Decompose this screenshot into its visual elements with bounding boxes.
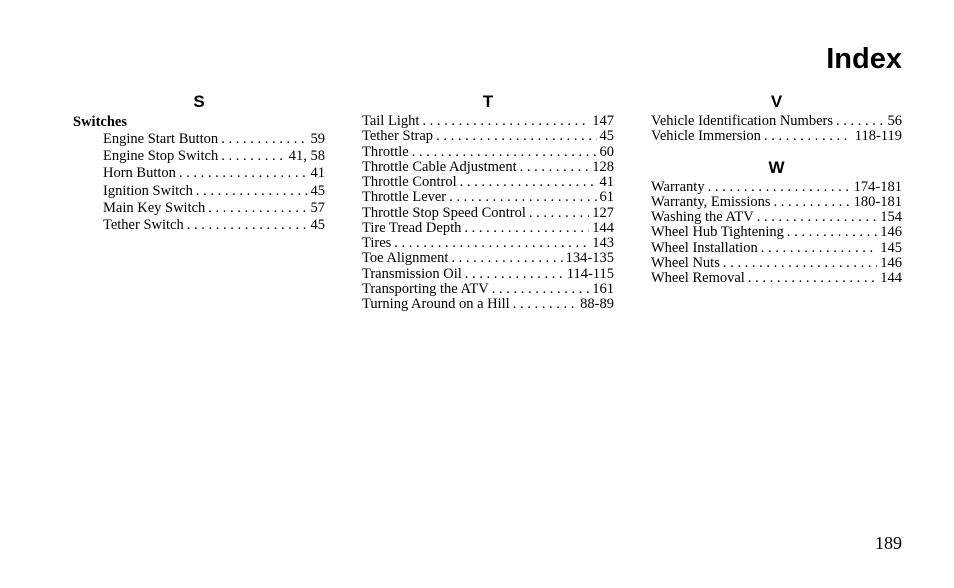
entry-name: Washing the ATV <box>651 209 754 226</box>
dot-leader <box>187 217 308 234</box>
entry-page: 128 <box>592 158 614 175</box>
dot-leader <box>836 114 885 129</box>
section-letter-v: V <box>770 92 783 111</box>
entry-name: Tail Light <box>362 113 420 129</box>
index-entry <box>651 129 902 144</box>
index-entry <box>651 195 902 210</box>
entry-page: 180-181 <box>853 193 902 210</box>
entry-name: Tires <box>362 235 392 251</box>
entry-name: Throttle Control <box>362 174 457 190</box>
entry-name: Wheel Removal <box>651 270 745 287</box>
index-entry <box>73 183 325 200</box>
entry-list-w <box>651 180 902 287</box>
index-entry <box>651 225 902 240</box>
dot-leader <box>774 195 851 210</box>
index-entry <box>362 297 614 312</box>
entry-page: 45 <box>310 217 325 234</box>
index-entry <box>362 175 614 190</box>
index-entry <box>651 210 902 225</box>
page-title: Index <box>826 43 902 75</box>
entry-page: 147 <box>592 113 614 129</box>
index-entry <box>362 221 614 236</box>
dot-leader <box>436 129 596 144</box>
index-column-v-w <box>651 91 902 287</box>
dot-leader <box>513 297 577 312</box>
index-entry <box>651 241 902 256</box>
entry-page: 41 <box>310 165 325 182</box>
entry-name: Turning Around on a Hill <box>362 296 510 312</box>
entry-page: 57 <box>310 199 325 216</box>
entry-name: Warranty <box>651 178 705 195</box>
index-entry <box>362 282 614 297</box>
dot-leader <box>460 175 597 190</box>
entry-name: Throttle Cable Adjustment <box>362 158 517 175</box>
entry-page: 114-115 <box>566 265 614 282</box>
entry-name: Wheel Installation <box>651 239 758 256</box>
index-entry <box>651 114 902 129</box>
entry-name: Main Key Switch <box>103 199 206 216</box>
entry-page: 146 <box>880 255 902 272</box>
dot-leader <box>787 225 877 240</box>
entry-page: 45 <box>310 182 325 199</box>
section-letter-t: T <box>482 92 494 111</box>
dot-leader <box>529 206 589 221</box>
index-column-s <box>73 91 325 234</box>
index-entry <box>362 267 614 282</box>
entry-page: 56 <box>887 113 902 129</box>
dot-leader <box>221 148 286 165</box>
index-entry <box>651 180 902 195</box>
dot-leader <box>208 200 307 217</box>
dot-leader <box>449 190 596 205</box>
dot-leader <box>723 256 877 271</box>
entry-page: 161 <box>592 280 614 297</box>
dot-leader <box>757 210 878 225</box>
index-entry <box>651 256 902 271</box>
dot-leader <box>221 131 307 148</box>
entry-page: 61 <box>599 189 614 206</box>
entry-name: Horn Button <box>103 165 176 182</box>
entry-name: Wheel Nuts <box>651 255 720 272</box>
entry-name: Vehicle Immersion <box>651 128 761 145</box>
group-heading-switches: Switches <box>73 114 127 130</box>
index-entry <box>362 114 614 129</box>
entry-page: 118-119 <box>854 128 902 145</box>
dot-leader <box>492 282 590 297</box>
entry-page: 144 <box>592 219 614 236</box>
entry-list-v <box>651 114 902 145</box>
entry-page: 45 <box>599 128 614 145</box>
entry-page: 174-181 <box>853 178 902 195</box>
dot-leader <box>196 183 308 200</box>
entry-page: 88-89 <box>580 296 614 312</box>
entry-page: 154 <box>880 209 902 226</box>
entry-page: 41, 58 <box>288 148 325 165</box>
entry-page: 127 <box>592 204 614 221</box>
entry-page: 144 <box>880 270 902 287</box>
entry-page: 134-135 <box>565 250 614 267</box>
index-entry <box>362 160 614 175</box>
section-letter-w: W <box>768 157 785 177</box>
entry-name: Throttle Lever <box>362 189 447 206</box>
entry-list-s <box>73 131 325 234</box>
index-entry <box>73 217 325 234</box>
dot-leader <box>412 145 597 160</box>
entry-name: Tether Strap <box>362 128 434 145</box>
entry-page: 41 <box>599 174 614 190</box>
page-number: 189 <box>875 533 902 553</box>
index-entry <box>362 236 614 251</box>
entry-name: Toe Alignment <box>362 250 449 267</box>
entry-name: Tether Switch <box>103 217 184 234</box>
index-column-t <box>362 91 614 312</box>
entry-page: 59 <box>310 131 325 147</box>
entry-name: Throttle Stop Speed Control <box>362 204 526 221</box>
dot-leader <box>422 114 589 129</box>
index-entry <box>362 190 614 205</box>
entry-page: 146 <box>880 224 902 241</box>
dot-leader <box>179 165 308 182</box>
dot-leader <box>464 221 589 236</box>
dot-leader <box>748 271 877 286</box>
dot-leader <box>451 251 562 266</box>
entry-page: 145 <box>880 239 902 256</box>
dot-leader <box>394 236 589 251</box>
index-entry <box>73 165 325 182</box>
index-entry <box>73 148 325 165</box>
entry-name: Engine Stop Switch <box>103 148 219 165</box>
section-letter-s: S <box>193 92 205 111</box>
dot-leader <box>761 241 878 256</box>
dot-leader <box>465 267 564 282</box>
entry-name: Warranty, Emissions <box>651 193 771 210</box>
entry-name: Tire Tread Depth <box>362 219 462 236</box>
entry-page: 60 <box>599 143 614 160</box>
dot-leader <box>764 129 852 144</box>
index-entry <box>73 200 325 217</box>
index-entry <box>362 145 614 160</box>
index-entry <box>651 271 902 286</box>
dot-leader <box>520 160 590 175</box>
dot-leader <box>708 180 851 195</box>
entry-name: Wheel Hub Tightening <box>651 224 784 241</box>
entry-page: 143 <box>592 235 614 251</box>
index-entry <box>73 131 325 148</box>
index-entry <box>362 251 614 266</box>
entry-name: Ignition Switch <box>103 182 193 199</box>
entry-name: Transmission Oil <box>362 265 462 282</box>
entry-name: Vehicle Identification Numbers <box>651 113 833 129</box>
entry-name: Transporting the ATV <box>362 280 489 297</box>
entry-name: Throttle <box>362 143 409 160</box>
entry-name: Engine Start Button <box>103 131 219 147</box>
index-entry <box>362 129 614 144</box>
entry-list-t <box>362 114 614 312</box>
index-entry <box>362 206 614 221</box>
